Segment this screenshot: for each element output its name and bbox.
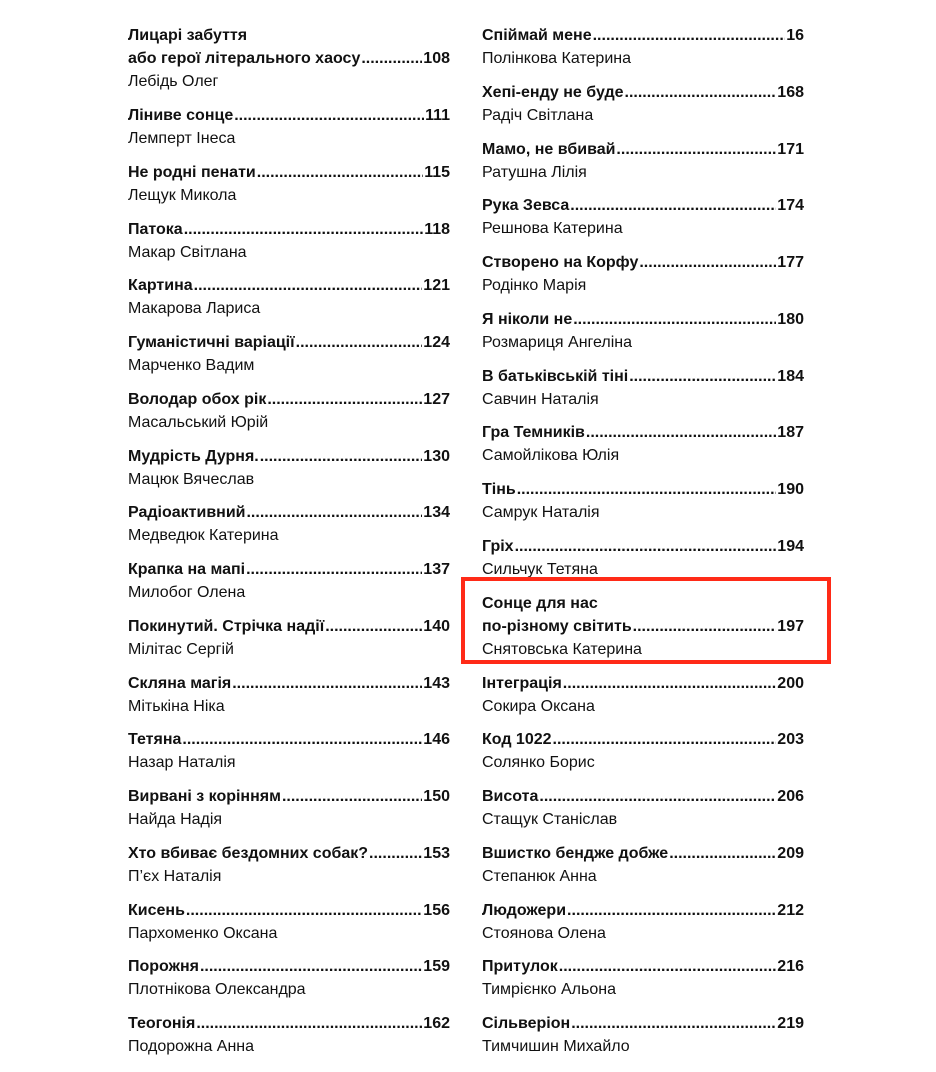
toc-entry-title-line: [482, 308, 804, 331]
toc-entry-title-line: [128, 501, 450, 524]
toc-entry-title: по-різному світить: [482, 617, 632, 635]
toc-entry-author: Солянко Борис: [482, 754, 595, 772]
toc-entry-page-number: 127: [423, 390, 450, 408]
dot-leader: [246, 558, 422, 581]
toc-entry-title: Крапка на мапі: [128, 561, 246, 578]
toc-entry-title: Мудрість Дурня.: [128, 447, 259, 465]
toc-entry-title: Тінь: [482, 481, 516, 498]
toc-entry-title-first-line: Лицарі забуття: [128, 27, 248, 44]
dot-leader: [196, 1012, 422, 1035]
toc-entry: [482, 672, 804, 729]
toc-entry-title-line: [482, 81, 804, 104]
dot-leader: [570, 194, 776, 217]
toc-entry-author: Лебідь Олег: [128, 73, 219, 90]
toc-entry-author: Сильчук Тетяна: [482, 560, 598, 578]
toc-entry-page-number: 209: [777, 844, 804, 862]
toc-entry-page-number: 118: [424, 220, 450, 238]
toc-entry: [482, 194, 804, 251]
toc-entry-page-number: 16: [786, 27, 804, 44]
toc-entry: [128, 672, 450, 729]
toc-entry-title: Патока: [128, 220, 183, 238]
toc-entry-title-line: [128, 899, 450, 922]
dot-leader: [567, 899, 776, 922]
toc-entry-page-number: 108: [423, 50, 450, 67]
toc-entry-title: Гуманістичні варіації: [128, 334, 295, 351]
toc-entry-page-number: 219: [777, 1015, 804, 1032]
dot-leader: [267, 388, 422, 411]
toc-entry-page-number: 134: [423, 504, 450, 522]
toc-entry: [482, 421, 804, 478]
dot-leader: [571, 1012, 776, 1035]
toc-entry-author: Самойлікова Юлія: [482, 447, 620, 465]
toc-entry-title: Висота: [482, 788, 539, 805]
toc-entry-author: Мацюк Вячеслав: [128, 470, 255, 488]
toc-entry-title-line: [482, 615, 804, 638]
toc-entry: [482, 24, 804, 81]
toc-entry-author: Масальський Юрій: [128, 413, 269, 431]
toc-entry-title-line: [128, 842, 450, 865]
toc-entry-title-line: [128, 728, 450, 751]
toc-entry: [128, 615, 450, 672]
toc-entry-author: Родінко Марія: [482, 277, 587, 294]
toc-entry-title-line: [482, 365, 804, 388]
toc-entry-page-number: 171: [777, 140, 804, 158]
dot-leader: [194, 274, 423, 297]
dot-leader: [296, 331, 423, 354]
toc-entry-author: Решнова Катерина: [482, 220, 623, 238]
dot-leader: [553, 728, 777, 751]
toc-entry-title-line: [128, 445, 450, 468]
toc-entry: [482, 592, 804, 672]
toc-entry-title: Гріх: [482, 537, 514, 555]
toc-entry-page-number: 140: [423, 617, 450, 635]
toc-entry-title: Людожери: [482, 901, 567, 919]
toc-entry: [128, 218, 450, 275]
toc-entry-author: Милобог Олена: [128, 584, 246, 601]
toc-entry-title: Порожня: [128, 958, 199, 976]
toc-entry: [128, 842, 450, 899]
toc-entry: [128, 955, 450, 1012]
dot-leader: [559, 955, 777, 978]
toc-entry-author: Ратушна Лілія: [482, 163, 587, 181]
dot-leader: [593, 24, 786, 47]
dot-leader: [539, 785, 776, 808]
dot-leader: [200, 955, 422, 978]
toc-entry-page-number: 162: [423, 1015, 450, 1032]
dot-leader: [246, 501, 422, 524]
toc-entry-author: Пархоменко Оксана: [128, 924, 278, 942]
dot-leader: [517, 478, 777, 501]
toc-entry-title: Хто вбиває бездомних собак?: [128, 844, 369, 862]
toc-entry-page-number: 111: [425, 107, 450, 124]
toc-entry-title: Ліниве сонце: [128, 107, 234, 124]
toc-entry-page-number: 130: [423, 447, 450, 465]
toc-entry-author: Розмариця Ангеліна: [482, 333, 633, 351]
toc-entry-author: Снятовська Катерина: [482, 640, 642, 658]
toc-entry: [482, 728, 804, 785]
toc-entry-title-line: [482, 672, 804, 695]
toc-entry-title-line: [482, 478, 804, 501]
toc-entry-page-number: 115: [424, 163, 450, 181]
toc-entry-page-number: 168: [777, 83, 804, 101]
toc-entry-title-line: [482, 251, 804, 274]
toc-entry: [482, 138, 804, 195]
toc-entry-title: Я ніколи не: [482, 310, 573, 328]
toc-entry-page-number: 121: [423, 277, 450, 295]
toc-entry-title-line: [482, 785, 804, 808]
toc-entry-title-line: [482, 138, 804, 161]
toc-entry-author: П’єх Наталія: [128, 867, 222, 885]
toc-entry-author: Мілітас Сергій: [128, 640, 234, 658]
toc-entry: [128, 728, 450, 785]
toc-entry-page-number: 137: [423, 561, 450, 578]
toc-entry-page-number: 206: [777, 788, 804, 805]
dot-leader: [282, 785, 422, 808]
toc-entry-title: Гра Темників: [482, 424, 585, 442]
toc-entry-page-number: 194: [777, 537, 804, 555]
dot-leader: [633, 615, 777, 638]
toc-entry-title-line: [482, 842, 804, 865]
toc-entry-title-line: [128, 161, 450, 184]
toc-entry-author: Лемперт Інеса: [128, 130, 236, 147]
toc-entry-page-number: 203: [777, 731, 804, 749]
toc-entry-page-number: 197: [777, 617, 804, 635]
toc-entry-page-number: 190: [777, 481, 804, 498]
toc-column-left: [128, 24, 450, 1069]
toc-entry-author: Макарова Лариса: [128, 300, 261, 318]
toc-entry: [482, 1012, 804, 1069]
toc-entry: [482, 842, 804, 899]
toc-entry-title: Не родні пенати: [128, 163, 256, 181]
dot-leader: [669, 842, 776, 865]
toc-entry-author: Радіч Світлана: [482, 106, 594, 124]
toc-entry: [128, 558, 450, 615]
toc-entry-title: Скляна магія: [128, 674, 232, 692]
toc-entry: [128, 331, 450, 388]
toc-entry-author: Найда Надія: [128, 811, 223, 828]
toc-entry-author: Тимрієнко Альона: [482, 981, 616, 999]
toc-entry: [482, 535, 804, 592]
toc-entry-title-line: [128, 331, 450, 354]
toc-entry-author: Плотнікова Олександра: [128, 981, 306, 999]
toc-entry-page-number: 200: [777, 674, 804, 692]
toc-entry-title: Мамо, не вбивай: [482, 140, 616, 158]
toc-entry-page-number: 174: [777, 197, 804, 215]
toc-entry: [482, 899, 804, 956]
toc-entry: [128, 104, 450, 161]
toc-entry-title-first-line: Сонце для нас: [482, 594, 598, 612]
toc-entry-title-line: [128, 955, 450, 978]
toc-entry-page-number: 150: [423, 788, 450, 805]
toc-entry-author: Степанюк Анна: [482, 867, 597, 885]
toc-entry: [128, 274, 450, 331]
toc-entry: [482, 478, 804, 535]
toc-entry-title-line: [128, 558, 450, 581]
toc-entry: [128, 24, 450, 104]
dot-leader: [182, 728, 422, 751]
toc-entry-author: Мітькіна Ніка: [128, 697, 225, 715]
dot-leader: [369, 842, 422, 865]
toc-entry-page-number: 153: [423, 844, 450, 862]
toc-entry-page-number: 143: [423, 674, 450, 692]
toc-entry-title-line: [128, 672, 450, 695]
dot-leader: [184, 218, 423, 241]
toc-entry-author: Лещук Микола: [128, 186, 237, 204]
toc-entry: [482, 81, 804, 138]
toc-entry-title-line: [482, 955, 804, 978]
toc-entry: [128, 501, 450, 558]
toc-entry-author: Тимчишин Михайло: [482, 1038, 630, 1055]
toc-entry: [128, 161, 450, 218]
toc-entry-title-line: [128, 47, 450, 70]
toc-column-right: [482, 24, 804, 1069]
toc-entry-page-number: 146: [423, 731, 450, 749]
dot-leader: [616, 138, 776, 161]
toc-entry-title: Код 1022: [482, 731, 552, 749]
dot-leader: [639, 251, 776, 274]
toc-entry-author: Стащук Станіслав: [482, 811, 618, 828]
dot-leader: [260, 445, 423, 468]
toc-entry-title: Покинутий. Стрічка надії: [128, 617, 325, 635]
toc-entry-author: Самрук Наталія: [482, 504, 600, 521]
toc-entry-page-number: 212: [777, 901, 804, 919]
toc-entry-title: Радіоактивний: [128, 504, 246, 522]
toc-entry: [482, 308, 804, 365]
toc-entry-title: Картина: [128, 277, 193, 295]
toc-entry-title-line: [128, 1012, 450, 1035]
toc-entry-title: Вирвані з корінням: [128, 788, 281, 805]
toc-entry: [482, 251, 804, 308]
toc-entry-page-number: 159: [423, 958, 450, 976]
toc-entry-author: Медведюк Катерина: [128, 527, 279, 545]
toc-entry-title-line: [482, 728, 804, 751]
toc-entry-title: Сільверіон: [482, 1015, 571, 1032]
toc-entry-title: Тетяна: [128, 731, 182, 749]
toc-entry: [482, 785, 804, 842]
toc-entry-title-line: [482, 899, 804, 922]
toc-entry: [128, 785, 450, 842]
toc-entry-title: Рука Зевса: [482, 197, 570, 215]
toc-entry: [482, 955, 804, 1012]
toc-entry-page-number: 180: [777, 310, 804, 328]
toc-entry-title: Вшистко бендже добже: [482, 844, 669, 862]
dot-leader: [563, 672, 777, 695]
toc-entry-page-number: 216: [777, 958, 804, 976]
toc-entry-title-line: [482, 535, 804, 558]
dot-leader: [234, 104, 424, 127]
toc-entry-title-line: [128, 274, 450, 297]
toc-entry-title: Теогонія: [128, 1015, 196, 1032]
dot-leader: [515, 535, 777, 558]
dot-leader: [232, 672, 422, 695]
toc-entry-title-line: [482, 421, 804, 444]
dot-leader: [629, 365, 776, 388]
toc-entry: [128, 899, 450, 956]
toc-entry-title: Інтеграція: [482, 674, 562, 692]
toc-entry-title-line: [482, 24, 804, 47]
toc-entry-title: Володар обох рік: [128, 390, 267, 408]
toc-entry-page-number: 177: [777, 254, 804, 271]
toc-entry-title: Створено на Корфу: [482, 254, 639, 271]
dot-leader: [257, 161, 423, 184]
dot-leader: [325, 615, 422, 638]
toc-entry-title: В батьківській тіні: [482, 367, 629, 385]
toc-entry-page-number: 184: [777, 367, 804, 385]
toc-entry-title: Притулок: [482, 958, 558, 976]
toc-entry-page-number: 156: [423, 901, 450, 919]
dot-leader: [186, 899, 422, 922]
toc-entry-author: Марченко Вадим: [128, 357, 255, 374]
toc-entry-page-number: 124: [423, 334, 450, 351]
dot-leader: [361, 47, 422, 70]
toc-entry-title-line: [128, 785, 450, 808]
toc-entry-author: Стоянова Олена: [482, 924, 606, 942]
toc-entry-title-line: [128, 615, 450, 638]
toc-entry-page-number: 187: [777, 424, 804, 442]
toc-entry-title-line: [482, 1012, 804, 1035]
toc-entry: [128, 388, 450, 445]
toc-entry-title-line: [128, 388, 450, 411]
toc-entry-author: Макар Світлана: [128, 243, 247, 261]
toc-entry-author: Сокира Оксана: [482, 697, 595, 715]
toc-entry-title: або герої літерального хаосу: [128, 50, 361, 67]
toc-entry: [128, 1012, 450, 1069]
toc-entry: [128, 445, 450, 502]
dot-leader: [625, 81, 777, 104]
toc-entry-title: Хепі-енду не буде: [482, 83, 624, 101]
toc-entry-title-line: [128, 104, 450, 127]
dot-leader: [586, 421, 776, 444]
toc-entry-title-line: [128, 218, 450, 241]
toc-entry-title: Спіймай мене: [482, 27, 592, 44]
toc-entry-title-line: [482, 194, 804, 217]
dot-leader: [573, 308, 776, 331]
toc-entry-author: Назар Наталія: [128, 754, 236, 772]
toc-entry-author: Полінкова Катерина: [482, 50, 631, 67]
toc-entry-title: Кисень: [128, 901, 185, 919]
toc-entry: [482, 365, 804, 422]
toc-entry-author: Савчин Наталія: [482, 390, 599, 408]
toc-entry-author: Подорожна Анна: [128, 1038, 255, 1055]
